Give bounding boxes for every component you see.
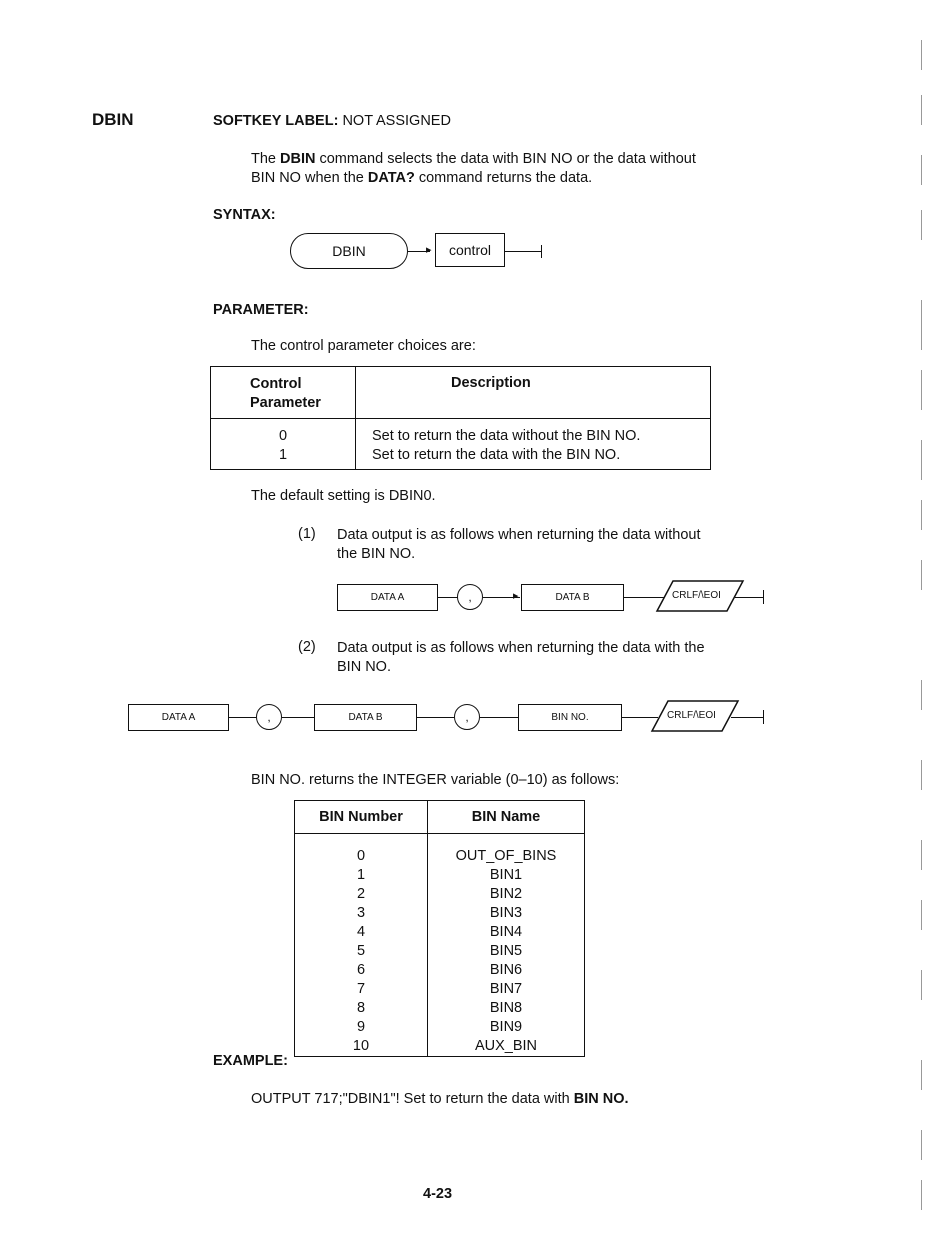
comma-node (256, 704, 282, 730)
bin-number: 8 (356, 1000, 366, 1016)
node-label: , (468, 590, 472, 604)
parameter-table-header (211, 367, 711, 419)
bin-name-header (428, 801, 585, 834)
default-setting-text: The default setting is DBIN0. (251, 488, 436, 504)
scan-edge-mark (921, 900, 922, 930)
parameter-description: Set to return the data without the BIN NO. (372, 428, 641, 444)
terminator-label: CRLF/\EOI (667, 710, 716, 721)
end-bar (763, 710, 764, 724)
example-heading: EXAMPLE: (213, 1053, 288, 1069)
syntax-heading: SYNTAX: (213, 207, 276, 223)
header-line: Parameter (250, 395, 321, 411)
bin-table-intro: BIN NO. returns the INTEGER variable (0–10) as follows: (251, 772, 620, 788)
connector (735, 597, 763, 598)
connector (438, 597, 458, 598)
node-label: , (267, 710, 271, 724)
bin-table-header (295, 801, 585, 834)
header-label: BIN Number (319, 809, 403, 825)
connector (480, 717, 518, 718)
connector (417, 717, 454, 718)
parameter-descriptions-cell (356, 419, 711, 470)
item1-text (337, 526, 701, 564)
syntax-end-line (505, 251, 541, 252)
end-bar (763, 590, 764, 604)
bin-no-box (518, 704, 622, 731)
intro-line-1 (251, 150, 696, 169)
parameter-values-cell (211, 419, 356, 470)
bin-name: BIN1 (489, 867, 523, 883)
intro-keyword: DBIN (280, 151, 316, 167)
scan-edge-mark (921, 500, 922, 530)
scan-edge-mark (921, 210, 922, 240)
connector (229, 717, 256, 718)
bin-name: BIN9 (489, 1019, 523, 1035)
intro-line-2 (251, 169, 696, 188)
parameter-heading: PARAMETER: (213, 302, 309, 318)
bin-number: 0 (356, 848, 366, 864)
node-label: , (465, 710, 469, 724)
scan-edge-mark (921, 1180, 922, 1210)
bin-name: BIN2 (489, 886, 523, 902)
bin-name: BIN6 (489, 962, 523, 978)
bin-number: 6 (356, 962, 366, 978)
scan-edge-mark (921, 300, 922, 350)
connector (282, 717, 314, 718)
page-number: 4-23 (423, 1186, 453, 1202)
data-a-box (337, 584, 438, 611)
data-b-box (521, 584, 624, 611)
bin-numbers-cell (295, 834, 428, 1057)
scan-edge-mark (921, 560, 922, 590)
bin-name: BIN8 (489, 1000, 523, 1016)
comma-node (454, 704, 480, 730)
header-label: Description (451, 375, 531, 391)
scan-edge-mark (921, 970, 922, 1000)
box-label: DATA B (348, 712, 383, 723)
data-a-box (128, 704, 229, 731)
command-name: DBIN (92, 110, 134, 129)
box-label: DATA B (555, 592, 590, 603)
bin-names-cell (428, 834, 585, 1057)
control-parameter-header (211, 367, 356, 419)
parameter-description: Set to return the data with the BIN NO. (372, 447, 621, 463)
bin-number: 2 (356, 886, 366, 902)
terminator-label: CRLF/\EOI (672, 590, 721, 601)
item2-text (337, 639, 705, 677)
intro-text: command returns the data. (414, 170, 593, 186)
arrow-icon: ▸ (513, 590, 519, 602)
intro-text: The (251, 151, 281, 167)
bin-name: BIN4 (489, 924, 523, 940)
arrow-icon: ▸ (426, 244, 432, 256)
example-code: OUTPUT 717;"DBIN1"! Set to return the data with (251, 1091, 574, 1107)
softkey-label-value: NOT ASSIGNED (342, 113, 451, 129)
item2-number: (2) (298, 639, 316, 655)
scan-edge-mark (921, 1060, 922, 1090)
scan-edge-mark (921, 1130, 922, 1160)
bin-name: BIN3 (489, 905, 523, 921)
intro-paragraph (251, 150, 696, 188)
syntax-end-bar (541, 245, 542, 258)
header-label: BIN Name (471, 809, 541, 825)
syntax-param-box (435, 233, 505, 267)
parameter-table-body (211, 419, 711, 470)
bin-table (294, 800, 585, 1057)
item1-line: Data output is as follows when returning the data without (337, 527, 701, 543)
connector (731, 717, 763, 718)
bin-number: 9 (356, 1019, 366, 1035)
intro-text: BIN NO when the (251, 170, 368, 186)
bin-name: BIN7 (489, 981, 523, 997)
intro-text: command selects the data with BIN NO or the data without (315, 151, 696, 167)
bin-number: 5 (356, 943, 366, 959)
scan-edge-mark (921, 840, 922, 870)
scan-edge-mark (921, 155, 922, 185)
intro-keyword: DATA? (367, 170, 415, 186)
syntax-param: control (448, 242, 492, 258)
scan-edge-mark (921, 760, 922, 790)
description-header (356, 367, 711, 419)
softkey-label-line (213, 113, 451, 129)
bin-number-header (295, 801, 428, 834)
item1-number: (1) (298, 526, 316, 542)
bin-number: 3 (356, 905, 366, 921)
bin-number: 1 (356, 867, 366, 883)
scan-edge-mark (921, 440, 922, 480)
parameter-intro: The control parameter choices are: (251, 338, 476, 354)
parameter-value: 0 (278, 428, 288, 444)
softkey-label-heading: SOFTKEY LABEL: (213, 113, 339, 129)
syntax-keyword: DBIN (332, 243, 366, 259)
parameter-value: 1 (278, 447, 288, 463)
header-line: Control (250, 376, 302, 392)
scan-edge-mark (921, 95, 922, 125)
bin-number: 4 (356, 924, 366, 940)
box-label: DATA A (370, 592, 405, 603)
item2-line: Data output is as follows when returning the data with the (337, 640, 705, 656)
scan-edge-mark (921, 40, 922, 70)
item1-line: the BIN NO. (337, 546, 416, 562)
bin-name: OUT_OF_BINS (455, 848, 557, 864)
bin-number: 10 (352, 1038, 370, 1054)
bin-name: BIN5 (489, 943, 523, 959)
bin-table-body (295, 834, 585, 1057)
example-code-line (251, 1091, 629, 1107)
box-label: DATA A (161, 712, 196, 723)
item2-line: BIN NO. (337, 659, 391, 675)
comma-node (457, 584, 483, 610)
scan-edge-mark (921, 680, 922, 710)
example-code-bold: BIN NO. (573, 1091, 629, 1107)
bin-number: 7 (356, 981, 366, 997)
scan-edge-mark (921, 370, 922, 410)
bin-name: AUX_BIN (474, 1038, 538, 1054)
data-b-box (314, 704, 417, 731)
box-label: BIN NO. (551, 712, 589, 723)
syntax-keyword-pill (290, 233, 408, 269)
parameter-table (210, 366, 711, 470)
